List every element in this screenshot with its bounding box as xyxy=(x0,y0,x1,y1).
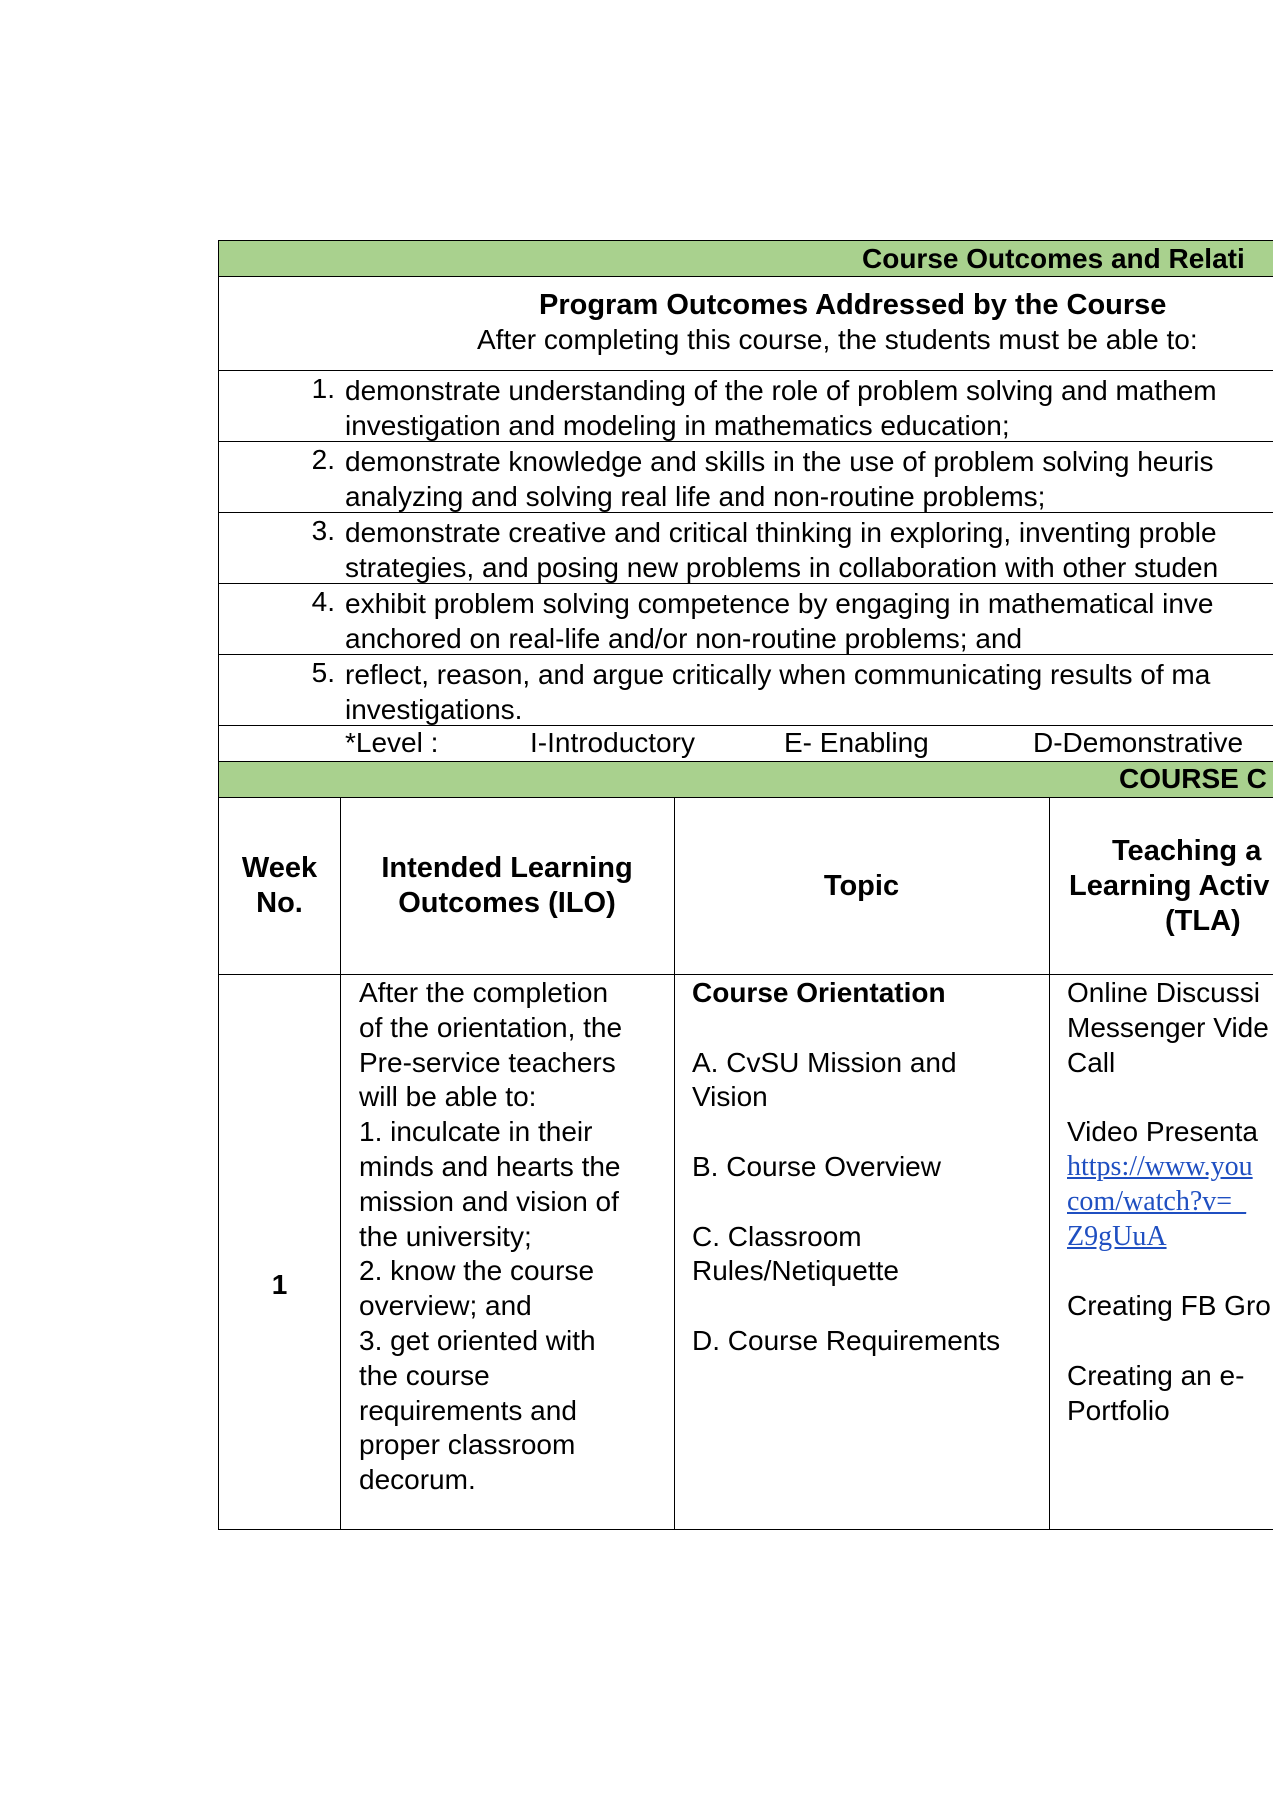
week-number: 1 xyxy=(271,1269,288,1300)
outcome-line: exhibit problem solving competence by engaging in mathematical inve xyxy=(345,588,1214,619)
level-introductory: I-Introductory xyxy=(530,727,695,758)
ilo-line: After the completion xyxy=(359,977,609,1008)
outcome-number: 2. xyxy=(311,444,335,475)
tla-line: Portfolio xyxy=(1067,1394,1170,1426)
outcome-line: investigation and modeling in mathematics education; xyxy=(345,410,1010,441)
outcome-text xyxy=(345,444,1213,514)
outcome-number: 5. xyxy=(311,657,335,688)
ilo-line: mission and vision of xyxy=(359,1185,619,1217)
outcome-item xyxy=(218,655,1273,726)
ilo-line: 2. know the course xyxy=(359,1255,595,1287)
header-week xyxy=(219,798,340,974)
level-demonstrative: D-Demonstrative xyxy=(1033,727,1244,758)
header-tla xyxy=(1049,798,1273,974)
level-enabling: E- Enabling xyxy=(784,727,929,758)
topic-line: Vision xyxy=(692,1081,768,1113)
header-topic xyxy=(674,798,1049,974)
outcome-number: 3. xyxy=(311,515,335,546)
course-content-grid xyxy=(218,798,1273,1530)
video-link[interactable]: https://www.you xyxy=(1067,1150,1253,1182)
outcome-text xyxy=(345,657,1210,727)
ilo-line: minds and hearts the xyxy=(359,1150,621,1182)
tla-cell xyxy=(1067,976,1271,1428)
tla-line: Messenger Vide xyxy=(1067,1011,1269,1043)
section-title: Course Outcomes and Relati xyxy=(862,243,1245,274)
outcome-line: investigations. xyxy=(345,694,523,725)
ilo-line: will be able to: xyxy=(359,1081,537,1113)
ilo-line: requirements and xyxy=(359,1394,577,1426)
header-text: Teaching a xyxy=(1112,834,1262,867)
outcome-item xyxy=(218,584,1273,655)
outcome-item xyxy=(218,371,1273,442)
program-outcomes-heading: Program Outcomes Addressed by the Course xyxy=(539,289,1167,321)
tla-line: Creating FB Gro xyxy=(1067,1290,1271,1322)
ilo-line: Pre-service teachers xyxy=(359,1046,616,1078)
course-content-bar xyxy=(218,762,1273,798)
topic-line: B. Course Overview xyxy=(692,1150,941,1182)
program-outcomes-header xyxy=(218,277,1273,371)
level-label: *Level : xyxy=(345,727,439,758)
outcome-number: 1. xyxy=(311,373,335,404)
tla-line: Video Presenta xyxy=(1067,1116,1258,1148)
outcome-text xyxy=(345,586,1214,656)
tla-line: Creating an e- xyxy=(1067,1359,1245,1391)
ilo-line: proper classroom xyxy=(359,1429,576,1461)
topic-line: A. CvSU Mission and xyxy=(692,1046,957,1078)
topic-line: C. Classroom xyxy=(692,1220,862,1252)
header-text: Learning Activ xyxy=(1069,869,1270,902)
ilo-line: 3. get oriented with xyxy=(359,1324,596,1356)
ilo-line: 1. inculcate in their xyxy=(359,1116,593,1148)
tla-line: Call xyxy=(1067,1046,1116,1078)
outcome-number: 4. xyxy=(311,586,335,617)
outcome-item xyxy=(218,513,1273,584)
header-ilo xyxy=(340,798,674,974)
outcome-line: analyzing and solving real life and non-routine problems; xyxy=(345,481,1046,512)
video-link[interactable]: com/watch?v=_ xyxy=(1067,1185,1247,1217)
outcome-line: demonstrate creative and critical thinking in exploring, inventing proble xyxy=(345,517,1217,548)
section-title-bar xyxy=(218,240,1273,277)
header-text: Topic xyxy=(823,869,900,902)
tla-line: Online Discussi xyxy=(1067,977,1260,1008)
outcome-line: anchored on real-life and/or non-routine problems; and xyxy=(345,623,1023,654)
outcome-item xyxy=(218,442,1273,513)
course-content-title: COURSE C xyxy=(1119,763,1267,794)
topic-cell xyxy=(692,976,1000,1359)
ilo-line: of the orientation, the xyxy=(359,1011,623,1043)
topic-title: Course Orientation xyxy=(692,977,946,1008)
header-text: (TLA) xyxy=(1165,904,1241,937)
topic-line: D. Course Requirements xyxy=(692,1324,1001,1356)
outcome-line: strategies, and posing new problems in collaboration with other studen xyxy=(345,552,1219,583)
header-text: Week xyxy=(241,852,318,884)
program-outcomes-subheading: After completing this course, the students must be able to: xyxy=(477,324,1198,355)
outcome-line: reflect, reason, and argue critically when communicating results of ma xyxy=(345,659,1211,690)
header-text: Outcomes (ILO) xyxy=(398,887,616,919)
syllabus-table xyxy=(218,240,1273,1530)
header-text: No. xyxy=(256,887,303,919)
ilo-line: overview; and xyxy=(359,1290,532,1322)
ilo-cell xyxy=(359,976,622,1498)
ilo-line: decorum. xyxy=(359,1464,476,1496)
topic-line: Rules/Netiquette xyxy=(692,1255,900,1287)
ilo-line: the university; xyxy=(359,1220,532,1252)
outcome-text xyxy=(345,515,1218,585)
header-divider xyxy=(219,974,1273,975)
header-text: Intended Learning xyxy=(381,852,633,884)
ilo-line: the course xyxy=(359,1359,490,1391)
outcome-text xyxy=(345,373,1217,443)
outcome-line: demonstrate understanding of the role of problem solving and mathem xyxy=(345,375,1217,406)
video-link[interactable]: Z9gUuA xyxy=(1067,1220,1167,1252)
outcome-line: demonstrate knowledge and skills in the use of problem solving heuris xyxy=(345,446,1214,477)
level-legend xyxy=(218,726,1273,762)
